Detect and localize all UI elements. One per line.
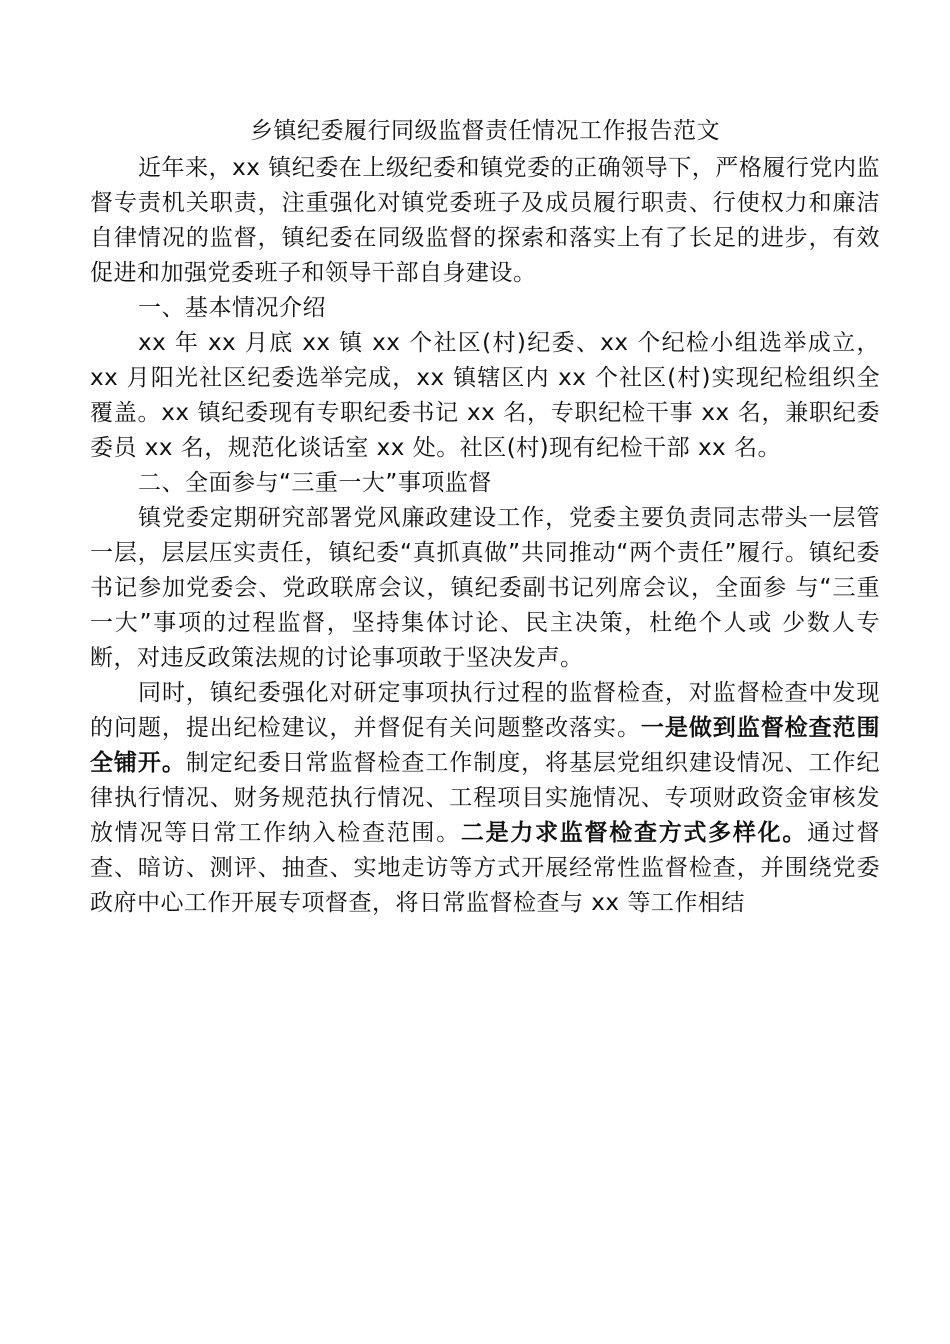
section-heading-basic-info: 一、基本情况介绍 [138, 295, 326, 321]
paragraph-inspection [90, 676, 880, 921]
paragraph-inspection-bold-2: 二是力求监督检查方式多样化。 [460, 820, 808, 846]
paragraph-intro: 近年来，xx 镇纪委在上级纪委和镇党委的正确领导下，严格履行党内监督专责机关职责，注重强化对镇党委班子及成员履行职责、行使权力和廉洁自律情况的监督，镇纪委在同级监督的探索和落实上有了长足的进步，有效促进和加强党委班子和领导干部自身建设。 [90, 155, 880, 286]
paragraph-inspection-text-2: 制定纪委日常监督检查工作制度，将基层党组织建设情况、工作纪律执行情况、财务规范执行情况、工程项目实施情况、专项财政资金审核发放情况等日常工作纳入检查范围。 [90, 750, 880, 846]
paragraph-basic-info: xx 年 xx 月底 xx 镇 xx 个社区(村)纪委、xx 个纪检小组选举成立，xx 月阳光社区纪委选举完成，xx 镇辖区内 xx 个社区(村)实现纪检组织全覆盖。xx 镇纪委现有专职纪委书记 xx 名，专职纪检干事 xx 名，兼职纪委委员 xx 名，规范化谈话室 xx 处。社区(村)现有纪检干部 xx 名。 [90, 330, 880, 461]
paragraph-inspection-text-3: 通过督查、暗访、测评、抽查、实地走访等方式开展经常性监督检查，并围绕党委政府中心工作开展专项督查，将日常监督检查与 xx 等工作相结 [90, 820, 881, 916]
paragraph-supervision: 镇党委定期研究部署党风廉政建设工作，党委主要负责同志带头一层管一层，层层压实责任，镇纪委“真抓真做”共同推动“两个责任”履行。镇纪委书记参加党委会、党政联席会议，镇纪委副书记列席会议，全面参 与“三重一大”事项的过程监督，坚持集体讨论、民主决策，杜绝个人或 少数人专断，对违反政策法规的讨论事项敢于坚决发声。 [90, 505, 880, 671]
section-heading-supervision: 二、全面参与“三重一大”事项监督 [138, 470, 492, 496]
paragraph-inspection-text-1: 同时，镇纪委强化对研定事项执行过程的监督检查，对监督检查中发现的问题，提出纪检建议，并督促有关问题整改落实。 [90, 680, 880, 741]
document-body [90, 114, 880, 921]
paragraph-inspection-bold-1: 一是做到监督检查范围全铺开。 [90, 715, 880, 776]
document-title: 乡镇纪委履行同级监督责任情况工作报告范文 [250, 118, 720, 144]
